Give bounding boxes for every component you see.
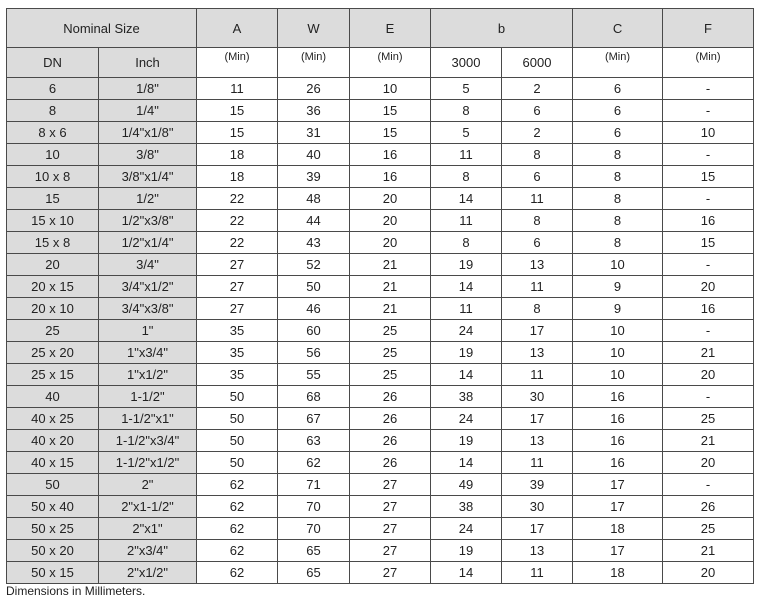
cell-a: 50 — [197, 430, 278, 452]
cell-f: - — [663, 386, 754, 408]
table-row — [7, 562, 754, 584]
cell-c: 16 — [573, 452, 663, 474]
cell-w: 71 — [278, 474, 350, 496]
table-row — [7, 364, 754, 386]
cell-inch: 1/2"x1/4" — [99, 232, 197, 254]
cell-b-6000: 30 — [502, 386, 573, 408]
table-row — [7, 474, 754, 496]
cell-f: 26 — [663, 496, 754, 518]
cell-b-6000: 13 — [502, 540, 573, 562]
header-dn: DN — [7, 48, 99, 78]
cell-w: 44 — [278, 210, 350, 232]
cell-e: 27 — [350, 496, 431, 518]
cell-e: 10 — [350, 78, 431, 100]
cell-b-6000: 8 — [502, 144, 573, 166]
cell-w: 48 — [278, 188, 350, 210]
cell-a: 35 — [197, 342, 278, 364]
cell-e: 27 — [350, 474, 431, 496]
cell-w: 70 — [278, 518, 350, 540]
cell-b-3000: 19 — [431, 342, 502, 364]
cell-a: 50 — [197, 408, 278, 430]
cell-c: 16 — [573, 430, 663, 452]
cell-w: 39 — [278, 166, 350, 188]
cell-b-3000: 14 — [431, 452, 502, 474]
cell-e: 26 — [350, 430, 431, 452]
cell-inch: 1-1/2"x1" — [99, 408, 197, 430]
cell-b-3000: 8 — [431, 166, 502, 188]
cell-b-3000: 8 — [431, 232, 502, 254]
cell-a: 22 — [197, 210, 278, 232]
cell-c: 8 — [573, 210, 663, 232]
cell-dn: 8 x 6 — [7, 122, 99, 144]
header-c: C — [573, 9, 663, 48]
cell-c: 8 — [573, 166, 663, 188]
cell-b-3000: 14 — [431, 188, 502, 210]
cell-f: - — [663, 254, 754, 276]
cell-e: 20 — [350, 232, 431, 254]
cell-c: 16 — [573, 408, 663, 430]
table-row — [7, 430, 754, 452]
cell-dn: 15 x 10 — [7, 210, 99, 232]
cell-b-3000: 14 — [431, 562, 502, 584]
cell-f: 25 — [663, 518, 754, 540]
cell-e: 15 — [350, 122, 431, 144]
cell-inch: 2"x1-1/2" — [99, 496, 197, 518]
cell-b-6000: 17 — [502, 518, 573, 540]
cell-f: 16 — [663, 298, 754, 320]
cell-a: 18 — [197, 166, 278, 188]
cell-b-3000: 5 — [431, 78, 502, 100]
cell-b-6000: 11 — [502, 188, 573, 210]
cell-c: 10 — [573, 342, 663, 364]
cell-inch: 2"x1" — [99, 518, 197, 540]
header-inch: Inch — [99, 48, 197, 78]
cell-e: 25 — [350, 320, 431, 342]
cell-dn: 50 x 25 — [7, 518, 99, 540]
cell-b-6000: 17 — [502, 408, 573, 430]
cell-b-6000: 6 — [502, 166, 573, 188]
cell-w: 67 — [278, 408, 350, 430]
cell-dn: 25 x 15 — [7, 364, 99, 386]
table-row — [7, 166, 754, 188]
cell-f: 16 — [663, 210, 754, 232]
cell-inch: 3/4"x3/8" — [99, 298, 197, 320]
cell-f: 15 — [663, 232, 754, 254]
cell-dn: 50 x 40 — [7, 496, 99, 518]
cell-b-6000: 8 — [502, 298, 573, 320]
table-row — [7, 188, 754, 210]
cell-c: 9 — [573, 276, 663, 298]
cell-dn: 8 — [7, 100, 99, 122]
table-row — [7, 320, 754, 342]
cell-e: 21 — [350, 298, 431, 320]
cell-b-6000: 13 — [502, 430, 573, 452]
cell-c: 10 — [573, 254, 663, 276]
cell-b-3000: 24 — [431, 320, 502, 342]
cell-b-6000: 17 — [502, 320, 573, 342]
cell-b-6000: 13 — [502, 254, 573, 276]
cell-inch: 2"x3/4" — [99, 540, 197, 562]
cell-a: 50 — [197, 452, 278, 474]
cell-c: 8 — [573, 188, 663, 210]
cell-b-3000: 19 — [431, 540, 502, 562]
cell-f: 21 — [663, 430, 754, 452]
cell-dn: 50 x 15 — [7, 562, 99, 584]
cell-b-3000: 14 — [431, 276, 502, 298]
cell-f: 20 — [663, 452, 754, 474]
cell-f: 20 — [663, 364, 754, 386]
cell-a: 22 — [197, 232, 278, 254]
cell-e: 20 — [350, 188, 431, 210]
cell-dn: 15 — [7, 188, 99, 210]
cell-b-3000: 11 — [431, 210, 502, 232]
table-row — [7, 408, 754, 430]
cell-b-6000: 39 — [502, 474, 573, 496]
table-row — [7, 276, 754, 298]
header-c-min: (Min) — [573, 48, 663, 78]
cell-a: 22 — [197, 188, 278, 210]
cell-b-6000: 11 — [502, 452, 573, 474]
cell-w: 56 — [278, 342, 350, 364]
cell-a: 27 — [197, 298, 278, 320]
header-w: W — [278, 9, 350, 48]
cell-dn: 20 — [7, 254, 99, 276]
cell-b-6000: 11 — [502, 364, 573, 386]
header-a-min: (Min) — [197, 48, 278, 78]
cell-w: 65 — [278, 562, 350, 584]
cell-dn: 20 x 10 — [7, 298, 99, 320]
cell-inch: 1/2"x3/8" — [99, 210, 197, 232]
cell-dn: 6 — [7, 78, 99, 100]
dimensions-table — [6, 8, 754, 584]
cell-b-6000: 6 — [502, 232, 573, 254]
header-e-min: (Min) — [350, 48, 431, 78]
table-row — [7, 298, 754, 320]
cell-c: 16 — [573, 386, 663, 408]
cell-c: 17 — [573, 474, 663, 496]
cell-w: 52 — [278, 254, 350, 276]
cell-inch: 1-1/2"x3/4" — [99, 430, 197, 452]
cell-f: 20 — [663, 276, 754, 298]
cell-f: - — [663, 78, 754, 100]
cell-inch: 3/8"x1/4" — [99, 166, 197, 188]
header-nominal-size: Nominal Size — [7, 9, 197, 48]
cell-f: 21 — [663, 540, 754, 562]
cell-e: 26 — [350, 452, 431, 474]
cell-b-3000: 14 — [431, 364, 502, 386]
cell-b-3000: 5 — [431, 122, 502, 144]
cell-f: - — [663, 144, 754, 166]
cell-dn: 10 — [7, 144, 99, 166]
header-b-3000: 3000 — [431, 48, 502, 78]
header-row-top — [7, 9, 754, 48]
cell-dn: 25 — [7, 320, 99, 342]
cell-c: 8 — [573, 144, 663, 166]
cell-b-3000: 19 — [431, 430, 502, 452]
cell-w: 65 — [278, 540, 350, 562]
cell-a: 11 — [197, 78, 278, 100]
cell-c: 18 — [573, 562, 663, 584]
cell-f: - — [663, 100, 754, 122]
cell-inch: 1/8" — [99, 78, 197, 100]
cell-b-3000: 49 — [431, 474, 502, 496]
cell-w: 26 — [278, 78, 350, 100]
cell-c: 6 — [573, 78, 663, 100]
cell-e: 21 — [350, 276, 431, 298]
cell-a: 62 — [197, 518, 278, 540]
cell-w: 62 — [278, 452, 350, 474]
table-row — [7, 210, 754, 232]
cell-c: 17 — [573, 540, 663, 562]
cell-a: 62 — [197, 562, 278, 584]
cell-inch: 2"x1/2" — [99, 562, 197, 584]
cell-c: 17 — [573, 496, 663, 518]
cell-b-6000: 8 — [502, 210, 573, 232]
cell-dn: 40 x 20 — [7, 430, 99, 452]
header-b: b — [431, 9, 573, 48]
cell-f: - — [663, 474, 754, 496]
cell-e: 21 — [350, 254, 431, 276]
cell-b-3000: 38 — [431, 496, 502, 518]
cell-e: 15 — [350, 100, 431, 122]
cell-b-3000: 19 — [431, 254, 502, 276]
cell-c: 18 — [573, 518, 663, 540]
cell-a: 15 — [197, 100, 278, 122]
cell-c: 8 — [573, 232, 663, 254]
cell-e: 16 — [350, 166, 431, 188]
cell-a: 15 — [197, 122, 278, 144]
cell-a: 62 — [197, 496, 278, 518]
cell-b-3000: 24 — [431, 518, 502, 540]
cell-e: 26 — [350, 386, 431, 408]
cell-w: 63 — [278, 430, 350, 452]
table-row — [7, 232, 754, 254]
header-f-min: (Min) — [663, 48, 754, 78]
header-a: A — [197, 9, 278, 48]
cell-b-6000: 13 — [502, 342, 573, 364]
table-row — [7, 122, 754, 144]
cell-inch: 1/4" — [99, 100, 197, 122]
table-row — [7, 540, 754, 562]
header-b-6000: 6000 — [502, 48, 573, 78]
cell-b-6000: 11 — [502, 276, 573, 298]
cell-e: 20 — [350, 210, 431, 232]
cell-a: 50 — [197, 386, 278, 408]
cell-b-6000: 30 — [502, 496, 573, 518]
cell-a: 18 — [197, 144, 278, 166]
table-row — [7, 452, 754, 474]
cell-w: 70 — [278, 496, 350, 518]
cell-w: 68 — [278, 386, 350, 408]
cell-inch: 3/8" — [99, 144, 197, 166]
cell-w: 36 — [278, 100, 350, 122]
table-row — [7, 518, 754, 540]
cell-b-3000: 24 — [431, 408, 502, 430]
cell-b-3000: 8 — [431, 100, 502, 122]
cell-f: 25 — [663, 408, 754, 430]
cell-w: 31 — [278, 122, 350, 144]
cell-inch: 1-1/2"x1/2" — [99, 452, 197, 474]
cell-c: 9 — [573, 298, 663, 320]
cell-dn: 40 x 15 — [7, 452, 99, 474]
cell-a: 27 — [197, 276, 278, 298]
cell-inch: 1/2" — [99, 188, 197, 210]
cell-e: 27 — [350, 562, 431, 584]
cell-inch: 1"x3/4" — [99, 342, 197, 364]
table-row — [7, 78, 754, 100]
cell-f: - — [663, 320, 754, 342]
cell-dn: 50 — [7, 474, 99, 496]
table-row — [7, 496, 754, 518]
cell-inch: 3/4" — [99, 254, 197, 276]
header-w-min: (Min) — [278, 48, 350, 78]
cell-w: 43 — [278, 232, 350, 254]
cell-b-6000: 2 — [502, 122, 573, 144]
cell-e: 27 — [350, 540, 431, 562]
cell-c: 10 — [573, 364, 663, 386]
cell-e: 16 — [350, 144, 431, 166]
cell-f: 20 — [663, 562, 754, 584]
table-row — [7, 100, 754, 122]
cell-dn: 25 x 20 — [7, 342, 99, 364]
cell-b-3000: 11 — [431, 144, 502, 166]
cell-f: 21 — [663, 342, 754, 364]
cell-a: 35 — [197, 320, 278, 342]
cell-dn: 15 x 8 — [7, 232, 99, 254]
cell-b-3000: 11 — [431, 298, 502, 320]
cell-f: 15 — [663, 166, 754, 188]
cell-b-3000: 38 — [431, 386, 502, 408]
cell-a: 62 — [197, 474, 278, 496]
cell-b-6000: 11 — [502, 562, 573, 584]
cell-w: 40 — [278, 144, 350, 166]
table-row — [7, 386, 754, 408]
cell-dn: 50 x 20 — [7, 540, 99, 562]
cell-e: 26 — [350, 408, 431, 430]
table-row — [7, 254, 754, 276]
footnote: Dimensions in Millimeters. — [6, 584, 146, 598]
cell-b-6000: 6 — [502, 100, 573, 122]
cell-inch: 2" — [99, 474, 197, 496]
cell-e: 25 — [350, 364, 431, 386]
cell-e: 27 — [350, 518, 431, 540]
cell-dn: 10 x 8 — [7, 166, 99, 188]
cell-a: 35 — [197, 364, 278, 386]
cell-f: 10 — [663, 122, 754, 144]
cell-e: 25 — [350, 342, 431, 364]
cell-c: 6 — [573, 122, 663, 144]
cell-w: 60 — [278, 320, 350, 342]
cell-dn: 20 x 15 — [7, 276, 99, 298]
cell-inch: 1-1/2" — [99, 386, 197, 408]
cell-f: - — [663, 188, 754, 210]
header-row-sub — [7, 48, 754, 78]
cell-inch: 1/4"x1/8" — [99, 122, 197, 144]
cell-c: 6 — [573, 100, 663, 122]
cell-c: 10 — [573, 320, 663, 342]
cell-b-6000: 2 — [502, 78, 573, 100]
cell-inch: 1" — [99, 320, 197, 342]
cell-inch: 3/4"x1/2" — [99, 276, 197, 298]
header-f: F — [663, 9, 754, 48]
cell-dn: 40 — [7, 386, 99, 408]
table-row — [7, 342, 754, 364]
cell-dn: 40 x 25 — [7, 408, 99, 430]
table-row — [7, 144, 754, 166]
cell-w: 46 — [278, 298, 350, 320]
cell-w: 50 — [278, 276, 350, 298]
cell-w: 55 — [278, 364, 350, 386]
header-e: E — [350, 9, 431, 48]
cell-inch: 1"x1/2" — [99, 364, 197, 386]
cell-a: 27 — [197, 254, 278, 276]
table-body — [7, 78, 754, 584]
cell-a: 62 — [197, 540, 278, 562]
